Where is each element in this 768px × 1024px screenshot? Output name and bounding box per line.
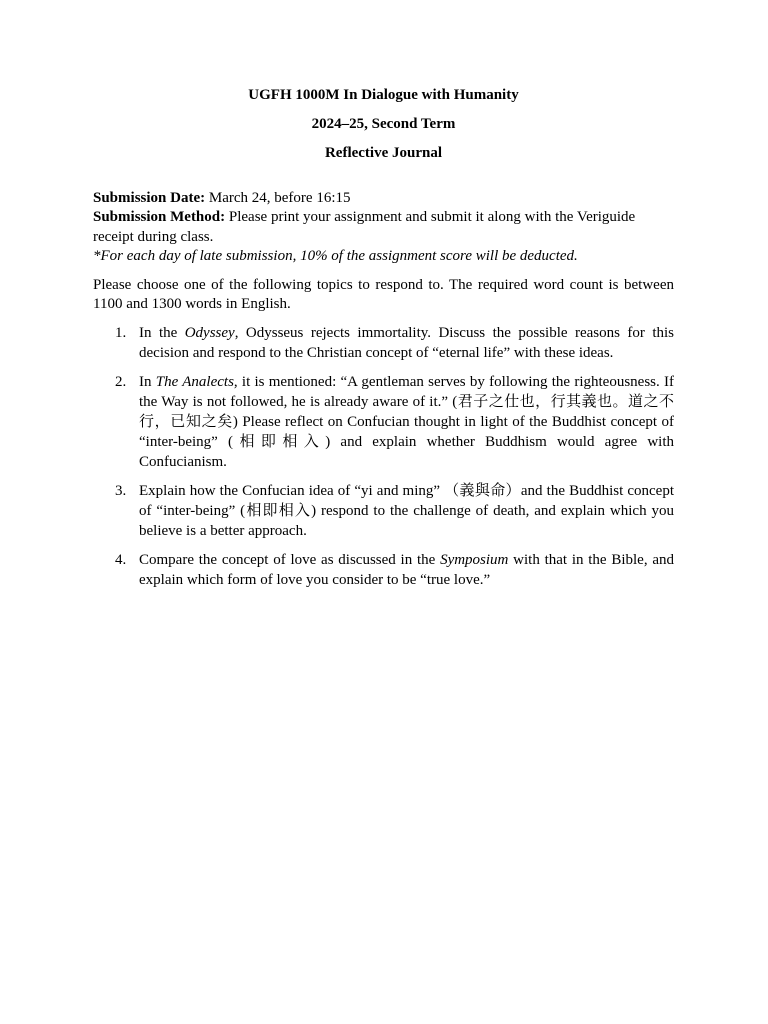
topic-list [93,323,674,590]
topic-number: 3. [115,482,127,499]
submission-date [93,189,674,208]
topic-item [115,481,674,541]
topic-text-pre: Explain how the Confucian idea of “yi and ming” （義與命）and the Buddhist concept of “inter-being” (相即相入) respond to the challenge of death, and explain which you believe is a better approach. [139,482,674,539]
topic-text-post: , it is mentioned: “A gentleman serves by following the righteousness. If the Way is not followed, he is already aware of it.” (君子之仕也，行其義也。道之不行，已知之矣) Please reflect on Confucian thought in light of the Buddhist concept of “inter-being” (相即相入) and explain whether Buddhism would agree with Confucianism. [139,373,674,470]
topic-text-italic: The Analects [155,373,234,390]
term-title: 2024–25, Second Term [311,116,456,132]
topic-item [115,372,674,472]
late-submission-note: *For each day of late submission, 10% of the assignment score will be deducted. [93,247,578,264]
submission-method-label: Submission Method: [93,209,226,226]
submission-info [93,189,674,266]
topic-item [115,323,674,363]
topic-text-post: , Odysseus rejects immortality. Discuss the possible reasons for this decision and respond to the Christian concept of “eternal life” with these ideas. [139,324,674,361]
topic-text-pre: In [139,373,156,390]
submission-method-value: Please print your assignment and submit it along with the Veriguide receipt during class. [93,209,636,245]
instructions: Please choose one of the following topics to respond to. The required word count is between 1100 and 1300 words in English. [93,277,674,313]
topic-text-italic: Symposium [440,551,509,568]
topic-number: 4. [115,551,127,568]
topic-text-italic: Odyssey [184,324,235,341]
assignment-title: Reflective Journal [324,145,443,161]
topic-item [115,550,674,590]
submission-date-value: March 24, before 16:15 [205,190,351,206]
topic-number: 1. [115,324,127,341]
submission-date-label: Submission Date: [93,190,206,206]
course-title: UGFH 1000M In Dialogue with Humanity [248,87,519,103]
topic-text-pre: Compare the concept of love as discussed in the [139,551,441,568]
submission-method [93,208,674,247]
topic-text-post: with that in the Bible, and explain which form of love you consider to be “true love.” [139,551,674,588]
topic-text-pre: In the [139,324,185,341]
topic-number: 2. [115,373,127,390]
